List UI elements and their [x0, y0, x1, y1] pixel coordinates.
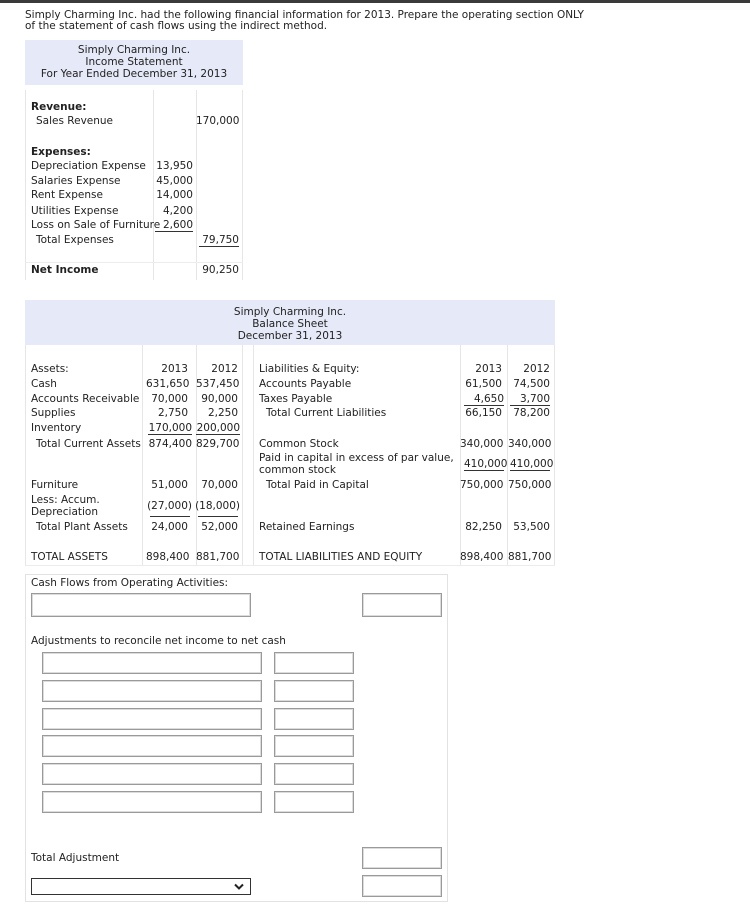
- total-current-assets-2012: 829,700: [196, 438, 240, 450]
- total-plant-assets-2012: 52,000: [201, 521, 238, 533]
- expense-value: 13,950: [156, 160, 193, 172]
- asset-2013: 2,750: [157, 407, 188, 419]
- expense-label: Utilities Expense: [31, 205, 119, 217]
- sales-revenue-label: Sales Revenue: [36, 115, 114, 127]
- total-assets-2012: 881,700: [196, 551, 240, 563]
- adjustment-label-input[interactable]: [42, 652, 262, 674]
- accum-depreciation-label: Less: Accum. Depreciation: [31, 494, 100, 518]
- retained-earnings-2013: 82,250: [465, 521, 502, 533]
- adjustments-label: Adjustments to reconcile net income to net cash: [31, 635, 286, 647]
- asset-2012: 537,450: [196, 378, 240, 390]
- total-adjustment-label: Total Adjustment: [31, 852, 120, 864]
- expense-label: Rent Expense: [31, 189, 103, 201]
- adjustment-amount-input[interactable]: [274, 652, 354, 674]
- chevron-down-icon: [234, 883, 244, 891]
- asset-2012: 2,250: [207, 407, 238, 419]
- instructions-line-2: of the statement of cash flows using the indirect method.: [25, 20, 328, 32]
- total-liabilities-equity-2013: 898,400: [460, 551, 504, 563]
- liability-2013: 4,650: [464, 393, 504, 406]
- total-adjustment-input[interactable]: [362, 847, 442, 869]
- asset-2012: 200,000: [196, 422, 240, 434]
- common-stock-2013: 340,000: [460, 438, 504, 450]
- asset-label: Accounts Receivable: [31, 393, 140, 405]
- total-current-liabilities-label: Total Current Liabilities: [266, 407, 387, 419]
- retained-earnings-label: Retained Earnings: [259, 521, 355, 533]
- balance-sheet-date: December 31, 2013: [237, 330, 343, 342]
- assets-year-2012: 2012: [211, 363, 238, 375]
- total-current-liabilities-2013: 66,150: [465, 407, 502, 419]
- expense-label: Loss on Sale of Furniture: [31, 219, 161, 231]
- expense-label: Depreciation Expense: [31, 160, 146, 172]
- total-liabilities-equity-2012: 881,700: [508, 551, 552, 563]
- net-cash-operating-input[interactable]: [362, 875, 442, 897]
- expense-value: 4,200: [162, 205, 193, 217]
- adjustment-amount-input[interactable]: [274, 708, 354, 730]
- asset-2013: 170,000: [148, 422, 192, 434]
- asset-2012: 90,000: [201, 393, 238, 405]
- net-income-label: Net Income: [31, 264, 99, 276]
- total-assets-label: TOTAL ASSETS: [31, 551, 108, 563]
- common-stock-2012: 340,000: [508, 438, 552, 450]
- instructions-line-1: Simply Charming Inc. had the following financial information for 2013. Prepare the operating section ONLY: [25, 9, 584, 21]
- adjustment-label-input[interactable]: [42, 735, 262, 757]
- adjustment-label-input[interactable]: [42, 708, 262, 730]
- income-statement-company: Simply Charming Inc.: [77, 44, 191, 56]
- expense-value: 2,600: [155, 219, 193, 232]
- net-income-label-input[interactable]: [31, 593, 251, 617]
- assets-label: Assets:: [31, 363, 69, 375]
- furniture-label: Furniture: [31, 479, 79, 491]
- adjustment-amount-input[interactable]: [274, 791, 354, 813]
- expense-label: Salaries Expense: [31, 175, 121, 187]
- total-expenses-value: 79,750: [199, 234, 239, 247]
- adjustment-amount-input[interactable]: [274, 735, 354, 757]
- total-liabilities-equity-label: TOTAL LIABILITIES AND EQUITY: [259, 551, 423, 563]
- liability-label: Accounts Payable: [259, 378, 352, 390]
- adjustment-label-input[interactable]: [42, 763, 262, 785]
- expense-value: 45,000: [156, 175, 193, 187]
- adjustment-label-input[interactable]: [42, 791, 262, 813]
- assets-year-2013: 2013: [161, 363, 188, 375]
- paid-in-capital-2012: 410,000: [510, 458, 554, 470]
- liabilities-equity-label: Liabilities & Equity:: [259, 363, 360, 375]
- net-cash-operating-select[interactable]: [31, 878, 251, 895]
- liability-label: Taxes Payable: [259, 393, 333, 405]
- asset-label: Inventory: [31, 422, 82, 434]
- total-plant-assets-label: Total Plant Assets: [36, 521, 128, 533]
- liability-2012: 3,700: [510, 393, 550, 406]
- liab-year-2013: 2013: [475, 363, 502, 375]
- total-paid-in-capital-label: Total Paid in Capital: [266, 479, 369, 491]
- asset-2013: 631,650: [146, 378, 190, 390]
- total-paid-in-capital-2012: 750,000: [508, 479, 552, 491]
- adjustment-label-input[interactable]: [42, 680, 262, 702]
- accum-depreciation-2012: (18,000): [195, 500, 240, 512]
- balance-sheet-company: Simply Charming Inc.: [233, 306, 347, 318]
- sales-revenue-value: 170,000: [196, 115, 240, 127]
- retained-earnings-2012: 53,500: [513, 521, 550, 533]
- furniture-2013: 51,000: [151, 479, 188, 491]
- common-stock-label: Common Stock: [259, 438, 339, 450]
- total-plant-assets-2013: 24,000: [151, 521, 188, 533]
- paid-in-capital-2013: 410,000: [464, 458, 508, 470]
- total-paid-in-capital-2013: 750,000: [460, 479, 504, 491]
- adjustment-amount-input[interactable]: [274, 680, 354, 702]
- liability-2013: 61,500: [465, 378, 502, 390]
- income-statement-title: Income Statement: [85, 56, 183, 68]
- total-expenses-label: Total Expenses: [36, 234, 114, 246]
- total-current-assets-label: Total Current Assets: [36, 438, 141, 450]
- total-assets-2013: 898,400: [146, 551, 190, 563]
- net-income-value: 90,250: [202, 264, 239, 276]
- income-statement-period: For Year Ended December 31, 2013: [40, 68, 228, 80]
- liab-year-2012: 2012: [523, 363, 550, 375]
- expense-value: 14,000: [156, 189, 193, 201]
- accum-depreciation-2013: (27,000): [147, 500, 192, 512]
- furniture-2012: 70,000: [201, 479, 238, 491]
- adjustment-amount-input[interactable]: [274, 763, 354, 785]
- paid-in-capital-label: Paid in capital in excess of par value, common stock: [259, 452, 454, 476]
- cash-flows-operating-label: Cash Flows from Operating Activities:: [31, 577, 229, 589]
- asset-label: Cash: [31, 378, 57, 390]
- top-border: [0, 0, 750, 3]
- asset-label: Supplies: [31, 407, 76, 419]
- total-current-assets-2013: 874,400: [148, 438, 192, 450]
- balance-sheet-title: Balance Sheet: [252, 318, 328, 330]
- revenue-label: Revenue:: [31, 101, 87, 113]
- liability-2012: 74,500: [513, 378, 550, 390]
- net-income-amount-input[interactable]: [362, 593, 442, 617]
- asset-2013: 70,000: [151, 393, 188, 405]
- total-current-liabilities-2012: 78,200: [513, 407, 550, 419]
- expenses-label: Expenses:: [31, 146, 91, 158]
